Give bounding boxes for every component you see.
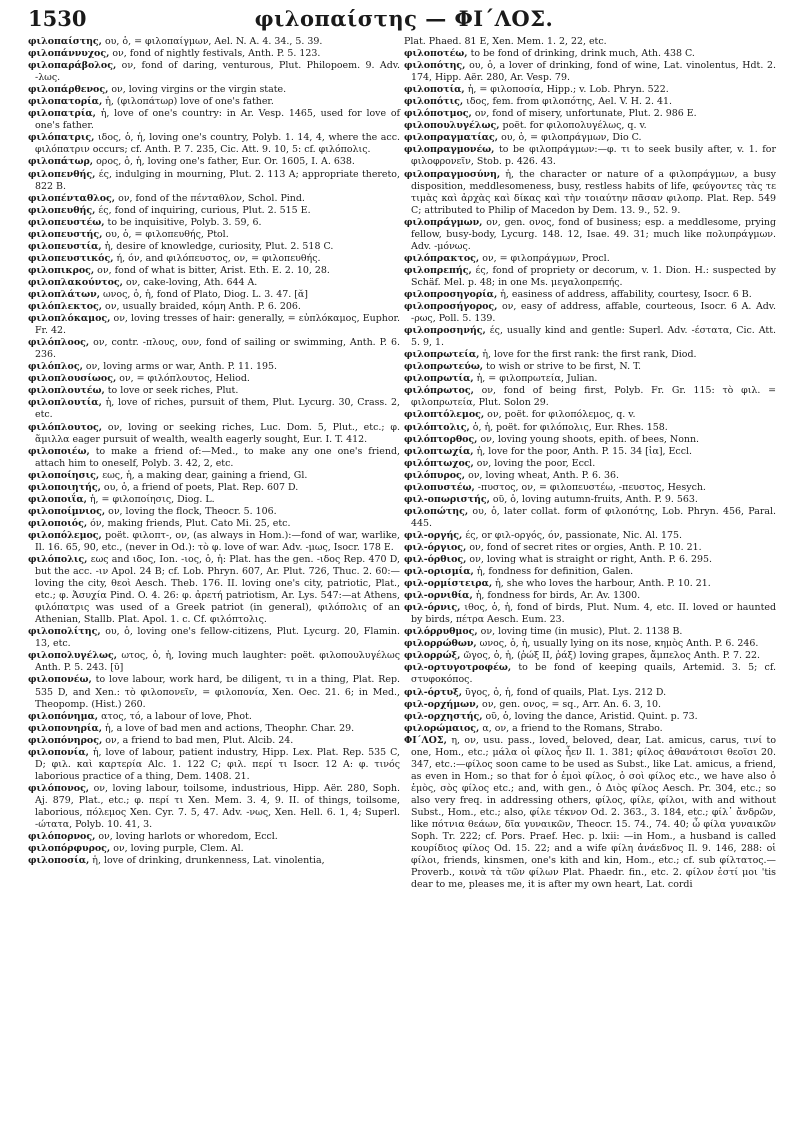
entry-definition: ἡ, = φιλοποίησις, Diog. L. [89, 493, 215, 505]
dictionary-entry [404, 144, 776, 168]
entry-definition: ὁ, ἡ, poët. for φιλόπολις, Eur. Rhes. 158. [472, 421, 668, 433]
entry-definition: to love labour, work hard, be diligent, τι in a thing, Plat. Rep. 535 D, and Xen.: τὸ φιλοπονεῖν, = φιλοπονία, Xen. Oec. 21. 6; in Med., Theopomp. (Hist.) 260. [35, 674, 400, 710]
dictionary-entry [28, 747, 400, 783]
dictionary-entry [28, 265, 400, 277]
entry-headword: φιλοπότις, [404, 96, 464, 108]
dictionary-entry [404, 554, 776, 566]
entry-headword: φιλοπλουτέω, [28, 385, 105, 397]
entry-definition: ον, fond of daring, venturous, Plut. Philopoem. 9. Adv. -λως. [35, 60, 401, 84]
entry-headword: φιλοποιέω, [28, 445, 90, 457]
dictionary-entry [28, 156, 400, 168]
entry-headword: φιλόποτμος, [404, 108, 472, 120]
entry-definition: ἡ, easiness of address, affability, courtesy, Isocr. 6 B. [500, 288, 752, 300]
dictionary-entry [28, 506, 400, 518]
entry-definition: ἡ, = φιλοπρωτεία, Julian. [476, 373, 598, 385]
entry-headword: φιλοπόνηρος, [28, 734, 103, 746]
dictionary-entry [404, 265, 776, 289]
entry-definition: poët. for φιλοπολυγέλως, q. v. [502, 120, 647, 132]
entry-definition: ἡ, love for the poor, Anth. P. 15. 34 [ἰα], Eccl. [476, 445, 693, 457]
entry-definition: ἡ, fondness for birds, Ar. Av. 1300. [475, 590, 641, 602]
dictionary-entry [28, 361, 400, 373]
dictionary-entry [28, 277, 400, 289]
entry-headword: φιλοπώτης, [404, 505, 469, 517]
dictionary-entry [404, 650, 776, 662]
entry-headword: φιλοπόρφυρος, [28, 843, 111, 855]
dictionary-entry [404, 711, 776, 723]
entry-definition: ῦγος, ὁ, ἡ, fond of quails, Plat. Lys. 212 D. [465, 686, 667, 698]
page-number: 1530 [28, 6, 87, 31]
entry-definition: ον, fond of secret rites or orgies, Anth. P. 10. 21. [469, 541, 702, 553]
entry-headword: φιλ-οπωριστής, [404, 493, 490, 505]
entry-headword: ΦΙ΄ΛΟΣ, [404, 734, 447, 746]
entry-definition: ον, easy of address, affable, courteous, Isocr. 6 A. Adv. -ρως, Poll. 5. 139. [411, 301, 777, 325]
entry-definition: ον, loving what is straight or right, Anth. P. 6. 295. [469, 554, 712, 566]
dictionary-entry [404, 578, 776, 590]
dictionary-entry [28, 650, 400, 674]
dictionary-entry [404, 494, 776, 506]
entry-definition: ον, loving virgins or the virgin state. [111, 84, 287, 96]
entry-definition: ου, ὁ, a friend of poets, Plat. Rep. 607 D. [103, 481, 299, 493]
entry-definition: ον, loving young shoots, epith. of bees, Nonn. [480, 433, 700, 445]
entry-definition: to make a friend of:—Med., to make any one one's friend, attach him to oneself, Polyb. 3. 42, 2, etc. [35, 445, 401, 469]
entry-definition: ἡ, love of drinking, drunkenness, Lat. vinolentia, [92, 855, 325, 867]
entry-definition: ές, indulging in mourning, Plut. 2. 113 A; appropriate thereto, 822 B. [35, 168, 400, 192]
dictionary-entry [28, 193, 400, 205]
entry-definition: ον, poët. for φιλοπόλεμος, q. v. [487, 409, 636, 421]
entry-definition: ον, fond of being first, Polyb. Fr. Gr. 115: τὸ φιλ. = φιλοπρωτεία, Plut. Solon 29. [411, 385, 777, 409]
entry-headword: φιλοπυστέω, [404, 481, 475, 493]
dictionary-entry [28, 530, 400, 554]
entry-headword: φιλοπροσηγορία, [404, 288, 498, 300]
entry-headword: φιλοπροσήγορος, [404, 301, 498, 313]
dictionary-entry [404, 108, 776, 120]
entry-headword: φιλ-ορχηστής, [404, 710, 483, 722]
entry-definition: η, ον, usu. pass., loved, beloved, dear, Lat. amicus, carus, τινί to one, Hom., etc.; μάλα οἱ φίλος ἦεν Il. 1. 381; φίλος ἀθανάτοισι θεοῖσι 20. 347, etc.:—φίλος soon came to be used as Subst., like Lat. amicus, a friend, as even in Hom.; so that for ὁ ἐμοὶ φίλος, ὁ σοὶ φίλος etc., we have also ὁ ἐμὸς, σὸς φίλος etc.; and, with gen., ὁ Διὸς φίλος Aesch. Pr. 304, etc.; so also very freq. in addressing others, φίλος, φίλε, φίλοι, with and without Subst., Hom., etc.; also, φίλε τέκνον Od. 2. 363., 3. 184, etc.; φίλ᾽ ἄνδρῶν, like πότνια θεάων, δῖα γυναικῶν, Theocr. 15. 74., 74. 40; ὦ φίλα γυναικῶν Soph. Tr. 222; cf. Pors. Praef. Hec. p. lxii: —in Hom., a husband is called κουρίδιος φίλος Od. 15. 22; and a wife φίλη ἀνάεδνος Il. 9. 146, 288: οἱ φίλοι, friends, kinsmen, one's kith and kin, Hom., etc.; cf. sub φίλτατος.—Proverb., κοινὰ τὰ τῶν φίλων Plat. Phaedr. fin., etc. 2. φίλον ἐστί μοι 'tis dear to me, pleases me, it is after my own heart, Lat. cordi [411, 734, 776, 891]
entry-headword: φιλόπρωτος, [404, 385, 474, 397]
dictionary-entry [404, 687, 776, 699]
dictionary-entry [28, 205, 400, 217]
dictionary-entry [28, 422, 400, 446]
entry-definition: ἡ, a love of bad men and actions, Theophr. Char. 29. [105, 722, 355, 734]
entry-definition: ον, loving or seeking riches, Luc. Dom. 5, Plut., etc.; φ. ἅμιλλα eager pursuit of wealth, wealth eagerly sought, Eur. I. T. 412. [35, 421, 400, 445]
dictionary-entry [404, 626, 776, 638]
entry-headword: φιλοπολίτης, [28, 626, 101, 638]
entry-definition: ον, = φιλοπράγμων, Procl. [482, 252, 610, 264]
entry-headword: φιλοπράγμων, [404, 216, 483, 228]
entry-headword: φιλοπονία, [28, 746, 89, 758]
entry-headword: φιλοπρωτία, [404, 373, 474, 385]
dictionary-entry [28, 674, 400, 710]
entry-headword: φιλόπονος, [28, 782, 90, 794]
dictionary-entry [28, 60, 400, 84]
dictionary-entry [28, 470, 400, 482]
dictionary-entry [28, 313, 400, 337]
dictionary-entry [28, 301, 400, 313]
entry-headword: φιλοπλουτία, [28, 397, 102, 409]
dictionary-entry [404, 470, 776, 482]
entry-definition: ωτος, ὁ, ἡ, loving much laughter: poët. φιλοπουλυγέλως Anth. P. 5. 243. [ῡ] [35, 650, 400, 674]
dictionary-entry [28, 48, 400, 60]
entry-definition: ἡ, love of riches, pursuit of them, Plut. Lycurg. 30, Crass. 2, etc. [35, 397, 400, 421]
dictionary-entry [28, 843, 400, 855]
entry-definition: ές, or φιλ-οργός, όν, passionate, Nic. Al. 175. [465, 529, 682, 541]
entry-headword: φιλ-ορχήμων, [404, 698, 480, 710]
entry-headword: φιλ-όρθιος, [404, 554, 467, 566]
dictionary-entry [404, 132, 776, 144]
entry-headword: φιλοπρωτεύω, [404, 361, 484, 373]
entry-headword: φιλοπτόλεμος, [404, 409, 485, 421]
entry-definition: ον, fond of misery, unfortunate, Plut. 2. 986 E. [474, 108, 697, 120]
entry-definition: ἡ, (φιλοπάτωρ) love of one's father. [105, 96, 274, 108]
entry-headword: φιλόπορνος, [28, 831, 96, 843]
entry-definition: οῦ, ὁ, loving autumn-fruits, Anth. P. 9. 563. [492, 493, 698, 505]
dictionary-entry [404, 349, 776, 361]
entry-headword: φιλοποσία, [28, 855, 90, 867]
entry-headword: φιλ-όργιος, [404, 541, 467, 553]
entry-headword: φιλοπένταθλος, [28, 192, 116, 204]
entry-headword: φιλοπατρία, [28, 108, 96, 120]
entry-definition: to be fond of keeping quails, Artemid. 3. 5; cf. στυφοκόπος. [411, 662, 777, 686]
entry-headword: φιλ-ορισμία, [404, 566, 474, 578]
dictionary-entry [28, 735, 400, 747]
entry-definition: ον, loving the flock, Theocr. 5. 106. [108, 505, 277, 517]
entry-definition: ἡ, = φιλοποσία, Hipp.; v. Lob. Phryn. 522. [467, 84, 669, 96]
dictionary-entry [404, 542, 776, 554]
entry-definition: ἡ, fondness for definition, Galen. [476, 566, 634, 578]
entry-definition: ἡ, love for the first rank: the first rank, Diod. [482, 349, 697, 361]
entry-headword: φιλοπτωχία, [404, 445, 474, 457]
entry-definition: to wish or strive to be first, N. T. [486, 361, 641, 373]
entry-definition: εως, ἡ, a making dear, gaining a friend, Gl. [102, 469, 308, 481]
entry-definition: ον, cake-loving, Ath. 644 A. [125, 276, 258, 288]
entry-definition: ον, contr. -πλους, ουν, fond of sailing or swimming, Anth. P. 6. 236. [35, 337, 400, 361]
entry-definition: ου, ὁ, = φιλοπαίγμων, Ael. N. A. 4. 34., 5. 39. [104, 36, 323, 47]
entry-definition: ωνος, ὁ, ἡ, usually lying on its nose, κημὸς Anth. P. 6. 246. [479, 638, 759, 650]
entry-headword: φιλοπατορία, [28, 96, 103, 108]
dictionary-entry [404, 482, 776, 494]
dictionary-entry [404, 169, 776, 217]
entry-definition: -πυστος, ον, = φιλοπευστέω, -πευστος, Hesych. [477, 481, 706, 493]
entry-headword: φιλοπευστία, [28, 240, 102, 252]
entry-definition: ον, loving tresses of hair: generally, = εὐπλόκαμος, Euphor. Fr. 42. [35, 313, 400, 337]
entry-definition: ον, a friend to bad men, Plut. Alcib. 24. [105, 734, 294, 746]
entry-headword: φιλοπότης, [404, 60, 466, 72]
dictionary-entry [28, 169, 400, 193]
entry-headword: φιλ-όρνις, [404, 602, 461, 614]
dictionary-entry [28, 831, 400, 843]
entry-definition: ἡ, she who loves the harbour, Anth. P. 10. 21. [495, 578, 711, 590]
entry-definition: εως and ιδος, Ion. -ιος, ὁ, ἡ: Plat. has the gen. -ιδος Rep. 470 D, but the acc. -ιν Apol. 24 B; cf. Lob. Phryn. 607, Ar. Plut. 726, Thuc. 2. 60:—loving the city, θεοὶ Aesch. Theb. 176. II. loving one's city, patriotic, Plat., etc.; φ. Ἀσυχία Pind. O. 4. 26: φ. ἀρετή patriotism, Ar. Lys. 547:—at Athens, φιλόπατρις was used of a Greek patriot (in general), φιλόπολις of an Athenian, Stallb. Plat. Apol. 1. c. Cf. φιλόπτολις. [35, 554, 400, 626]
entry-definition: ον, fond of what is bitter, Arist. Eth. E. 2. 10, 28. [97, 264, 330, 276]
dictionary-entry [404, 84, 776, 96]
dictionary-entry [28, 723, 400, 735]
dictionary-entry [404, 662, 776, 686]
entry-headword: φιλ-ορτυγοτροφέω, [404, 662, 512, 674]
entry-definition: ον, loving labour, toilsome, industrious, Hipp. Aër. 280, Soph. Aj. 879, Plat., etc.; φ. περί τι Xen. Mem. 3. 4, 9. II. of things, toilsome, laborious, πόλεμος Xen. Cyr. 7. 5, 47. Adv. -νως, Xen. Hell. 6. 1, 4; Superl. -ώτατα, Polyb. 10. 41, 3. [35, 782, 401, 831]
entry-definition: ου, ὁ, later collat. form of φιλοπότης, Lob. Phryn. 456, Paral. 445. [411, 505, 776, 529]
dictionary-entry [28, 446, 400, 470]
entry-definition: όν, making friends, Plut. Cato Mi. 25, etc. [90, 517, 291, 529]
entry-headword: φιλοπευστικός, [28, 252, 114, 264]
entry-definition: ἡ, love of one's country: in Ar. Vesp. 1465, used for love of one's father. [35, 108, 401, 132]
entry-headword: φιλοπουλυγέλως, [404, 120, 500, 132]
dictionary-entry [404, 723, 776, 735]
dictionary-entry [28, 132, 400, 156]
dictionary-entry [404, 434, 776, 446]
entry-headword: φιλοποιητής, [28, 481, 101, 493]
entry-headword: φιλοποιΐα, [28, 493, 87, 505]
dictionary-entry [404, 253, 776, 265]
entry-definition: ον, loving wheat, Anth. P. 6. 36. [468, 469, 620, 481]
entry-headword: φιλοπραγμονέω, [404, 144, 495, 156]
entry-headword: φιλοπλάτων, [28, 288, 100, 300]
entry-definition: ἡ, desire of knowledge, curiosity, Plut. 2. 518 C. [104, 240, 334, 252]
entry-headword: φιλοποτέω, [404, 48, 468, 60]
entry-headword: φιλ-ορμίστειρα, [404, 578, 493, 590]
dictionary-entry [404, 530, 776, 542]
entry-definition: ατος, τό, a labour of love, Phot. [101, 710, 252, 722]
entry-headword: φιλοπλουσίωος, [28, 373, 117, 385]
dictionary-entry [28, 711, 400, 723]
dictionary-entry [28, 783, 400, 831]
entry-headword: φιλόπλεκτος, [28, 301, 103, 313]
entry-definition: α, ον, a friend to the Romans, Strabo. [482, 722, 663, 734]
entry-definition: to be φιλοπράγμων:—φ. τι to seek busily after, v. 1. for φιλοφρονεῖν, Stob. p. 426. 43. [411, 144, 776, 168]
entry-headword: φιλοπικρος, [28, 264, 95, 276]
entry-headword: φιλόπατρις, [28, 132, 95, 144]
entry-headword: φιλοπλακούντος, [28, 276, 123, 288]
entry-definition: ορος, ὁ, ἡ, loving one's father, Eur. Or. 1605, I. A. 638. [96, 156, 355, 168]
dictionary-entry [28, 84, 400, 96]
entry-headword: φιλοπαίστης, [28, 36, 102, 47]
entry-headword: φιλόπυρος, [404, 469, 466, 481]
dictionary-entry [28, 855, 400, 867]
entry-definition: ιθος, ὁ, ἡ, fond of birds, Plut. Num. 4, etc. II. loved or haunted by birds, πέτρα Aesch. Eum. 23. [411, 602, 777, 626]
dictionary-entry [28, 337, 400, 361]
entry-definition: οῦ, ὁ, loving the dance, Aristid. Quint. p. 73. [485, 710, 698, 722]
entry-definition: ές, fond of inquiring, curious, Plut. 2. 515 E. [98, 204, 311, 216]
entry-headword: φιλοπευστέω, [28, 216, 105, 228]
entry-definition: to love or seek riches, Plut. [107, 385, 239, 397]
entry-headword: φιλοποίησις, [28, 469, 100, 481]
dictionary-entry [28, 229, 400, 241]
entry-headword: φιλόπτωχος, [404, 457, 474, 469]
entry-definition: ον, loving harlots or whoredom, Eccl. [98, 831, 278, 843]
entry-headword: φιλοπόλεμος, [28, 529, 102, 541]
entry-headword: φιλορρώθων, [404, 638, 477, 650]
dictionary-entry [404, 289, 776, 301]
entry-headword: φιλοπάτωρ, [28, 156, 94, 168]
entry-headword: φιλόπρακτος, [404, 252, 480, 264]
entry-definition: ἡ, the character or nature of a φιλοπράγμων, a busy disposition, meddlesomeness, busy, restless habits of life, φεύγοντες τὰς τε τιμὰς καὶ ἀρχὰς καὶ δίκας καὶ τὴν τοιαύτην πᾶσαν φιλοπρ. Plat. Rep. 549 C; attributed to Philip of Macedon by Dem. 13. 9., 52. 9. [411, 168, 776, 216]
dictionary-entry [28, 289, 400, 301]
entry-headword: φιλόπλοος, [28, 337, 90, 349]
entry-headword: φιλ-οργής, [404, 529, 463, 541]
entry-definition: ές, fond of propriety or decorum, v. 1. Dion. H.: suspected by Schäf. Mel. p. 48; in one Ms. μεγαλοπρεπής. [411, 264, 777, 288]
entry-definition: ιδος, ὁ, ἡ, loving one's country, Polyb. 1. 14, 4, where the acc. φιλόπατριν occurs; cf. Anth. P. 7. 235, Cic. Att. 9. 10, 5: cf. φιλόπολις. [35, 132, 400, 156]
dictionary-entry [404, 422, 776, 434]
entry-definition: ου, ὁ, loving one's fellow-citizens, Plut. Lycurg. 20, Flamin. 13, etc. [35, 626, 401, 650]
dictionary-entry [404, 590, 776, 602]
dictionary-entry [404, 373, 776, 385]
entry-definition: ον, gen. ονος, fond of business; esp. a meddlesome, prying fellow, busy-body, Lycurg. 148. 12, Isae. 49. 31; much like πολυπράγμων. Adv. -μόνως. [411, 216, 777, 252]
entry-definition: ιδος, fem. from φιλοπότης, Ael. V. H. 2. 41. [466, 96, 673, 108]
right-column [404, 36, 776, 891]
dictionary-entry [404, 506, 776, 530]
entry-definition: ον, = φιλόπλουτος, Heliod. [119, 373, 250, 385]
entry-headword: φιλοπλόκαμος, [28, 313, 111, 325]
entry-headword: φιλ-όρτυξ, [404, 686, 462, 698]
dictionary-entry [28, 108, 400, 132]
dictionary-entry [404, 735, 776, 892]
entry-definition: ον, loving the poor, Eccl. [476, 457, 596, 469]
dictionary-entry [404, 446, 776, 458]
entry-headword: φιλοπευστής, [28, 228, 103, 240]
dictionary-entry [404, 458, 776, 470]
entry-headword: φιλοπόνημα, [28, 710, 99, 722]
entry-headword: φιλοπάννυχος, [28, 48, 110, 60]
dictionary-entry [404, 301, 776, 325]
dictionary-entry [28, 626, 400, 650]
entry-definition: ωνος, ὁ, ἡ, fond of Plato, Diog. L. 3. 47. [ᾰ] [102, 288, 308, 300]
entry-headword: φιλορρώξ, [404, 650, 461, 662]
entry-headword: φιλόπτορθος, [404, 433, 478, 445]
entry-headword: φιλοποίμνιος, [28, 505, 106, 517]
entry-definition: ου, ὁ, = φιλοπευθής, Ptol. [105, 228, 229, 240]
running-head: φιλοπαίστης — ΦΙ΄ΛΟΣ. [254, 6, 554, 31]
dictionary-entry [28, 373, 400, 385]
entry-headword: φιλοπενθής, [28, 168, 96, 180]
dictionary-entry [28, 518, 400, 530]
entry-definition: Plat. Phaed. 81 E, Xen. Mem. 1. 2, 22, etc. [404, 36, 607, 47]
entry-headword: φιλοπρεπής, [404, 264, 472, 276]
dictionary-entry [404, 48, 776, 60]
entry-headword: φιλοπραγμοσύνη, [404, 168, 501, 180]
dictionary-entry [404, 325, 776, 349]
page-header [28, 6, 780, 32]
dictionary-entry [404, 638, 776, 650]
entry-definition: ον, fond of nightly festivals, Anth. P. 5. 123. [112, 48, 321, 60]
left-column [28, 36, 400, 867]
dictionary-entry [404, 60, 776, 84]
entry-definition: ον, usually braided, κόμη Anth. P. 6. 206. [105, 301, 301, 313]
dictionary-entry [28, 482, 400, 494]
entry-definition: ου, ὁ, a lover of drinking, fond of wine, Lat. vinolentus, Hdt. 2. 174, Hipp. Aër. 280, Ar. Vesp. 79. [411, 60, 776, 84]
dictionary-entry [404, 361, 776, 373]
entry-definition: poët. φιλοπτ-, ον, (as always in Hom.):—fond of war, warlike, Il. 16. 65, 90, etc., (never in Od.): τὸ φ. love of war. Adv. -μως, Isocr. 178 E. [35, 529, 400, 553]
dictionary-entry [28, 36, 400, 48]
entry-headword: φιλοποτία, [404, 84, 465, 96]
dictionary-entry [404, 217, 776, 253]
entry-headword: φιλοπαράβολος, [28, 60, 117, 72]
dictionary-entry [404, 602, 776, 626]
entry-definition: ον, loving time (in music), Plut. 2. 1138 B. [480, 626, 683, 638]
dictionary-entry [404, 96, 776, 108]
entry-headword: φιλορώμαιος, [404, 722, 480, 734]
entry-definition: ον, gen. ονος, = sq., Arr. An. 6. 3, 10. [482, 698, 662, 710]
entry-headword: φιλόπλουτος, [28, 421, 103, 433]
entry-headword: φιλοπραγματίας, [404, 132, 499, 144]
entry-definition: to be inquisitive, Polyb. 3. 59, 6. [107, 216, 262, 228]
dictionary-entry [28, 494, 400, 506]
dictionary-entry [404, 566, 776, 578]
entry-definition: ον, fond of the πένταθλον, Schol. Pind. [118, 192, 305, 204]
entry-definition: ἡ, love of labour, patient industry, Hipp. Lex. Plat. Rep. 535 C, D; φιλ. καὶ καρτερία Alc. 1. 122 C; φιλ. περί τι Isocr. 12 A: φ. τινός laborious practice of a thing, Dem. 1408. 21. [35, 746, 400, 782]
entry-headword: φιλόπολις, [28, 554, 88, 566]
dictionary-entry [28, 241, 400, 253]
dictionary-entry [404, 385, 776, 409]
dictionary-entry [28, 554, 400, 626]
dictionary-entry [28, 217, 400, 229]
entry-headword: φιλοπευθής, [28, 204, 96, 216]
entry-headword: φιλοποιός, [28, 517, 88, 529]
entry-headword: φιλ-ορνιθία, [404, 590, 473, 602]
entry-definition: ή, όν, and φιλόπευστος, ον, = φιλοπευθής. [116, 252, 321, 264]
entry-definition: to be fond of drinking, drink much, Ath. 438 C. [470, 48, 695, 60]
entry-definition: ον, loving purple, Clem. Al. [113, 843, 244, 855]
entry-definition: ου, ὁ, = φιλοπράγμων, Dio C. [501, 132, 642, 144]
entry-definition: ῶγος, ὁ, ἡ, (ῥώξ II, ῥάξ) loving grapes, ἄμπελος Anth. P. 7. 22. [463, 650, 761, 662]
entry-headword: φιλόπτολις, [404, 421, 470, 433]
entry-headword: φιλόπλος, [28, 361, 83, 373]
entry-headword: φιλοπάρθενος, [28, 84, 109, 96]
entry-headword: φιλοπονέω, [28, 674, 92, 686]
entry-headword: φιλοπρωτεία, [404, 349, 480, 361]
entry-definition: ον, loving arms or war, Anth. P. 11. 195. [85, 361, 277, 373]
dictionary-entry [404, 36, 776, 48]
entry-headword: φιλόρρυθμος, [404, 626, 478, 638]
entry-headword: φιλοπονηρία, [28, 722, 103, 734]
dictionary-entry [404, 120, 776, 132]
dictionary-entry [28, 96, 400, 108]
dictionary-entry [404, 409, 776, 421]
entry-definition: ές, usually kind and gentle: Superl. Adv. -έστατα, Cic. Att. 5. 9, 1. [411, 325, 776, 349]
entry-headword: φιλοπολυγέλως, [28, 650, 117, 662]
dictionary-entry [28, 385, 400, 397]
dictionary-entry [28, 253, 400, 265]
dictionary-entry [28, 397, 400, 421]
dictionary-entry [404, 699, 776, 711]
entry-headword: φιλοπροσηνής, [404, 325, 486, 337]
